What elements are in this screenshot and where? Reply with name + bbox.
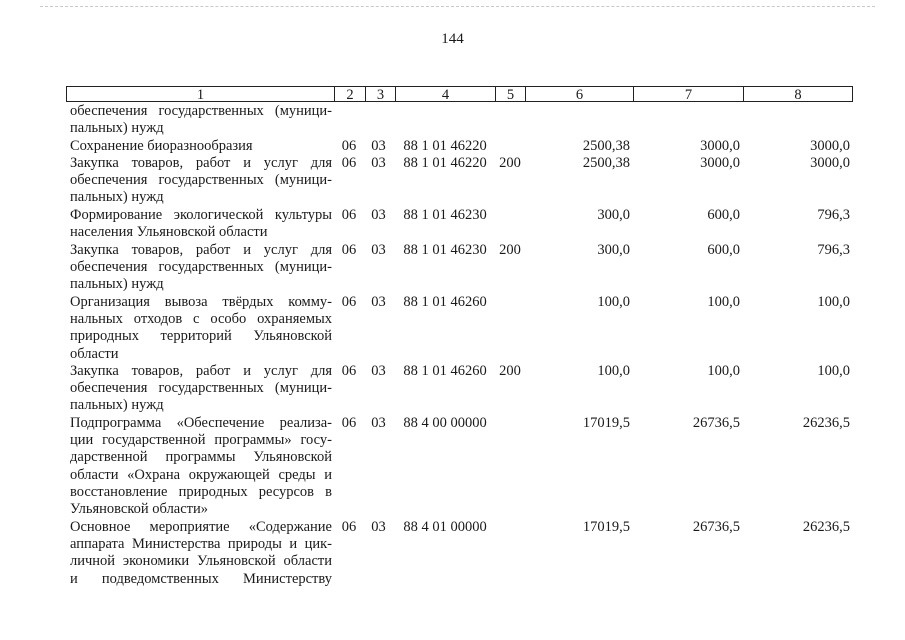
amount-col-8: 100,0 — [817, 363, 850, 379]
page-number: 144 — [441, 31, 464, 47]
row-description — [70, 155, 332, 207]
description-line: Основное мероприятие «Содержание — [70, 519, 332, 535]
row-description — [70, 207, 332, 241]
section-code: 06 — [341, 207, 357, 223]
description-line: пальных) нужд — [70, 120, 164, 137]
amount-col-7: 100,0 — [707, 294, 740, 310]
row-description — [70, 415, 332, 518]
target-article-code: 88 4 00 00000 — [403, 415, 487, 431]
section-code: 06 — [341, 138, 357, 154]
expense-type-code: 200 — [499, 363, 521, 379]
target-article-code: 88 1 01 46230 — [403, 207, 487, 223]
subsection-code: 03 — [371, 207, 386, 223]
description-line: аппарата Министерства природы и цик- — [70, 536, 332, 553]
subsection-code: 03 — [371, 155, 386, 171]
section-code: 06 — [341, 242, 357, 258]
amount-col-6: 300,0 — [597, 242, 630, 258]
amount-col-8: 26236,5 — [802, 415, 850, 431]
table-header-col-3: 3 — [365, 86, 395, 102]
description-line: и подведомственных Министерству — [70, 570, 332, 587]
amount-col-7: 26736,5 — [692, 415, 740, 431]
description-line: населения Ульяновской области — [70, 224, 268, 241]
section-code: 06 — [341, 519, 357, 535]
description-line: Формирование экологической культуры — [70, 207, 332, 223]
table-header-col-2: 2 — [334, 86, 365, 102]
section-code: 06 — [341, 294, 357, 310]
table-header-col-5: 5 — [495, 86, 525, 102]
description-line: Подпрограмма «Обеспечение реализа- — [70, 415, 332, 431]
description-line: ции государственной программы» госу- — [70, 432, 332, 449]
amount-col-8: 796,3 — [817, 242, 850, 258]
table-header-col-8: 8 — [743, 86, 853, 102]
description-line: обеспечения государственных (муници- — [70, 103, 332, 119]
amount-col-7: 3000,0 — [700, 138, 740, 154]
row-description — [70, 138, 332, 155]
amount-col-7: 600,0 — [707, 242, 740, 258]
amount-col-8: 796,3 — [817, 207, 850, 223]
expense-type-code: 200 — [499, 242, 521, 258]
amount-col-6: 300,0 — [597, 207, 630, 223]
description-line: области «Охрана окружающей среды и — [70, 466, 332, 483]
description-line: природных территорий Ульяновской — [70, 328, 332, 345]
amount-col-6: 100,0 — [597, 363, 630, 379]
amount-col-6: 2500,38 — [582, 138, 630, 154]
subsection-code: 03 — [371, 519, 386, 535]
section-code: 06 — [341, 415, 357, 431]
amount-col-6: 17019,5 — [582, 519, 630, 535]
description-line: дарственной программы Ульяновской — [70, 449, 332, 466]
description-line: обеспечения государственных (муници- — [70, 380, 332, 397]
description-line: обеспечения государственных (муници- — [70, 172, 332, 189]
amount-col-6: 100,0 — [597, 294, 630, 310]
amount-col-7: 26736,5 — [692, 519, 740, 535]
target-article-code: 88 1 01 46220 — [403, 138, 487, 154]
subsection-code: 03 — [371, 363, 386, 379]
description-line: обеспечения государственных (муници- — [70, 259, 332, 276]
description-line: пальных) нужд — [70, 397, 164, 414]
amount-col-8: 26236,5 — [802, 519, 850, 535]
table-header-col-4: 4 — [395, 86, 495, 102]
description-line: личной экономики Ульяновской области — [70, 553, 332, 570]
row-description — [70, 519, 332, 588]
row-description — [70, 103, 332, 137]
expense-type-code: 200 — [499, 155, 521, 171]
amount-col-8: 3000,0 — [810, 138, 850, 154]
description-line: нальных отходов с особо охраняемых — [70, 311, 332, 328]
description-line: Ульяновской области» — [70, 501, 209, 518]
subsection-code: 03 — [371, 138, 386, 154]
description-line: Организация вывоза твёрдых комму- — [70, 294, 332, 310]
description-line: восстановление природных ресурсов в — [70, 483, 332, 500]
table-header-col-1: 1 — [66, 86, 334, 102]
target-article-code: 88 1 01 46220 — [403, 155, 487, 171]
amount-col-7: 600,0 — [707, 207, 740, 223]
row-description — [70, 242, 332, 294]
section-code: 06 — [341, 155, 357, 171]
target-article-code: 88 1 01 46230 — [403, 242, 487, 258]
subsection-code: 03 — [371, 242, 386, 258]
description-line: Закупка товаров, работ и услуг для — [70, 242, 332, 258]
description-line: Закупка товаров, работ и услуг для — [70, 363, 332, 379]
amount-col-6: 17019,5 — [582, 415, 630, 431]
amount-col-7: 3000,0 — [700, 155, 740, 171]
amount-col-8: 100,0 — [817, 294, 850, 310]
subsection-code: 03 — [371, 294, 386, 310]
target-article-code: 88 4 01 00000 — [403, 519, 487, 535]
target-article-code: 88 1 01 46260 — [403, 363, 487, 379]
description-line: пальных) нужд — [70, 276, 164, 293]
table-header-col-6: 6 — [525, 86, 633, 102]
target-article-code: 88 1 01 46260 — [403, 294, 487, 310]
amount-col-7: 100,0 — [707, 363, 740, 379]
section-code: 06 — [341, 363, 357, 379]
row-description — [70, 363, 332, 415]
amount-col-8: 3000,0 — [810, 155, 850, 171]
scan-artifact-line — [40, 6, 875, 7]
description-line: области — [70, 345, 119, 362]
description-line: Сохранение биоразнообразия — [70, 138, 253, 154]
table-header-col-7: 7 — [633, 86, 743, 102]
description-line: Закупка товаров, работ и услуг для — [70, 155, 332, 171]
description-line: пальных) нужд — [70, 189, 164, 206]
subsection-code: 03 — [371, 415, 386, 431]
amount-col-6: 2500,38 — [582, 155, 630, 171]
row-description — [70, 294, 332, 363]
